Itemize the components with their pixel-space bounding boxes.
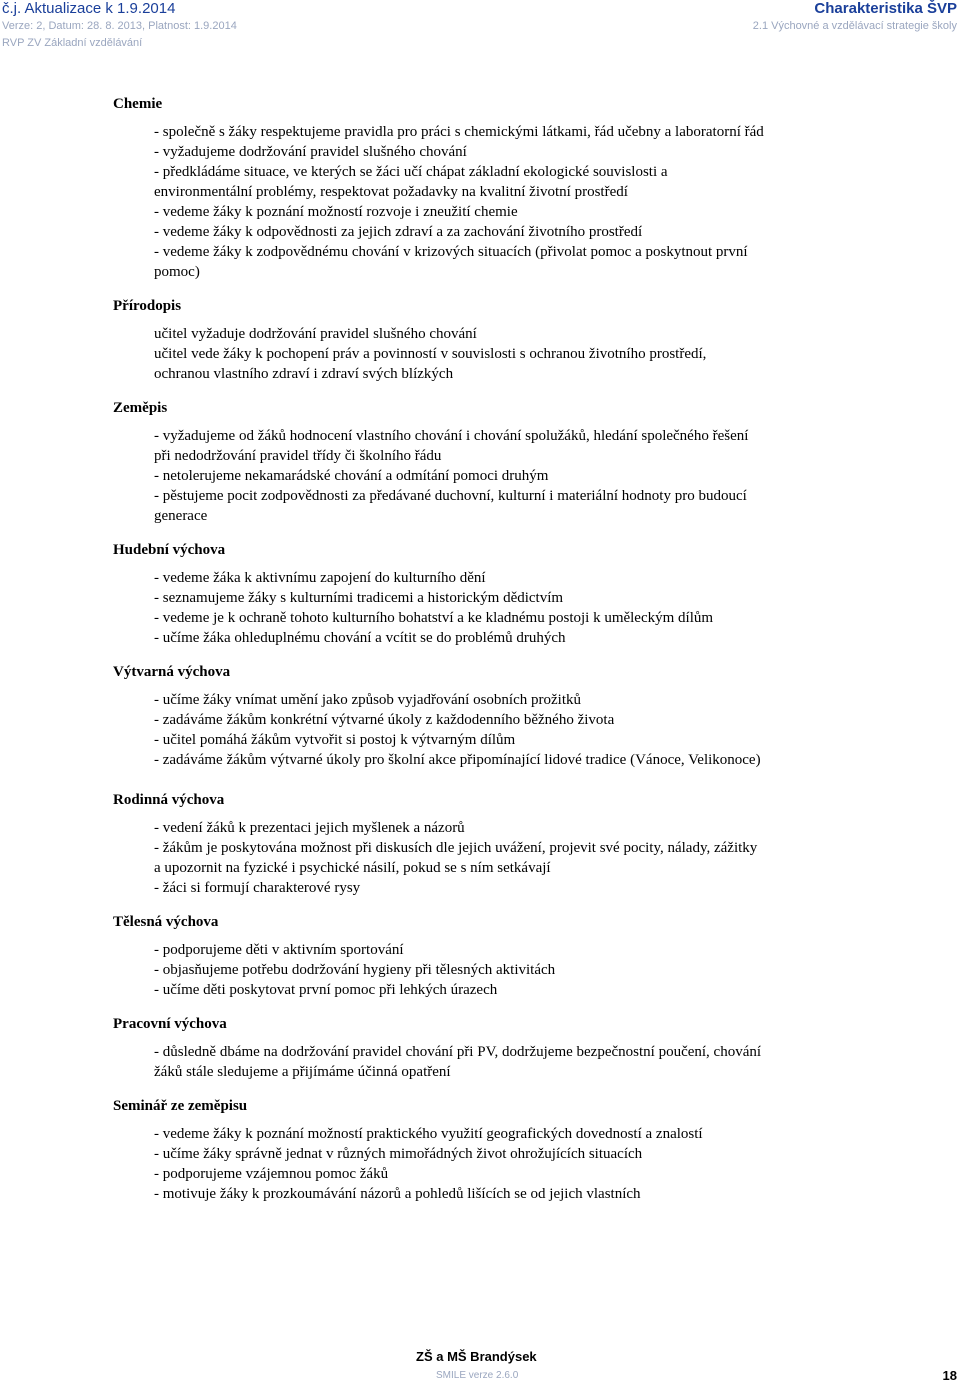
subject-seminar-ze-zemepisu [113,1096,853,1204]
text-line: - netolerujeme nekamarádské chování a odmítání pomoci druhým [154,468,549,484]
text-line: - důsledně dbáme na dodržování pravidel chování při PV, dodržujeme bezpečnostní poučení, chování [154,1044,762,1060]
subject-lines [154,690,853,770]
text-line: environmentální problémy, respektovat požadavky na kvalitní životní prostředí [154,184,628,200]
text-line: - vedeme žáky k poznání možností praktického využití geografických dovedností a znalostí [154,1126,703,1142]
subject-lines [154,818,853,898]
text-line: při nedodržování pravidel třídy či školního řádu [154,448,442,464]
subject-title: Chemie [113,96,163,112]
text-line: ochranou vlastního zdraví i zdraví svých blízkých [154,366,454,382]
text-line: - objasňujeme potřebu dodržování hygieny při tělesných aktivitách [154,962,556,978]
subject-lines [154,324,853,384]
text-line: - učíme žáky vnímat umění jako způsob vyjadřování osobních prožitků [154,692,581,708]
text-line: - předkládáme situace, ve kterých se žáci učí chápat základní ekologické souvislosti a [154,164,668,180]
subject-telesna-vychova [113,912,853,1000]
subject-lines [154,122,853,282]
text-line: - učíme děti poskytovat první pomoc při lehkých úrazech [154,982,498,998]
subject-title: Pracovní výchova [113,1016,227,1032]
subject-zemepis [113,398,853,526]
footer-school-name: ZŠ a MŠ Brandýsek [416,1349,537,1364]
text-line: - vedení žáků k prezentaci jejich myšlenek a názorů [154,820,465,836]
footer-software-version: SMILE verze 2.6.0 [436,1370,519,1381]
document-body [113,94,853,1218]
text-line: - podporujeme vzájemnou pomoc žáků [154,1166,389,1182]
header-subsection: 2.1 Výchovné a vzdělávací strategie školy [752,20,957,32]
header-version: Verze: 2, Datum: 28. 8. 2013, Platnost: 1.9.2014 [2,20,237,32]
text-line: - zadáváme žákům výtvarné úkoly pro školní akce připomínající lidové tradice (Vánoce, Velikonoce) [154,752,761,768]
subject-lines [154,1124,853,1204]
text-line: - učíme žáky správně jednat v různých mimořádných život ohrožujících situacích [154,1146,643,1162]
subject-title: Přírodopis [113,298,182,314]
subject-lines [154,940,853,1000]
text-line: - žáci si formují charakterové rysy [154,880,361,896]
text-line: - vedeme žáka k aktivnímu zapojení do kulturního dění [154,570,486,586]
text-line: žáků stále sledujeme a přijímáme účinná opatření [154,1064,451,1080]
text-line: - seznamujeme žáky s kulturními tradicemi a historickým dědictvím [154,590,564,606]
subject-prirodopis [113,296,853,384]
subject-title: Rodinná výchova [113,792,225,808]
text-line: - pěstujeme pocit zodpovědnosti za předávané duchovní, kulturní i materiální hodnoty pro budoucí [154,488,747,504]
subject-lines [154,1042,853,1082]
text-line: - zadáváme žákům konkrétní výtvarné úkoly z každodenního běžného života [154,712,615,728]
text-line: - žákům je poskytována možnost při diskusích dle jejich uvážení, projevit své pocity, nálady, zážitky [154,840,758,856]
text-line: - vyžadujeme od žáků hodnocení vlastního chování i chování spolužáků, hledání společného řešení [154,428,749,444]
text-line: - vedeme žáky k zodpovědnému chování v krizových situacích (přivolat pomoc a poskytnout první [154,244,748,260]
subject-title: Zeměpis [113,400,168,416]
subject-vytvarna-vychova [113,662,853,770]
subject-chemie [113,94,853,282]
subject-title: Výtvarná výchova [113,664,231,680]
header-title: č.j. Aktualizace k 1.9.2014 [2,0,176,17]
subject-rodinna-vychova [113,790,853,898]
subject-lines [154,426,853,526]
text-line: a upozornit na fyzické i psychické násilí, pokud se s ním setkávají [154,860,551,876]
text-line: - motivuje žáky k prozkoumávání názorů a pohledů lišících se od jejich vlastních [154,1186,641,1202]
text-line: - podporujeme děti v aktivním sportování [154,942,404,958]
text-line: - společně s žáky respektujeme pravidla pro práci s chemickými látkami, řád učebny a laboratorní řád [154,124,764,140]
text-line: - vyžadujeme dodržování pravidel slušného chování [154,144,467,160]
subject-title: Hudební výchova [113,542,226,558]
header-rvp: RVP ZV Základní vzdělávání [2,37,143,49]
subject-title: Seminář ze zeměpisu [113,1098,248,1114]
text-line: pomoc) [154,264,200,280]
text-line: generace [154,508,208,524]
text-line: učitel vede žáky k pochopení práv a povinností v souvislosti s ochranou životního prostředí, [154,346,707,362]
page-number: 18 [942,1368,957,1383]
text-line: - učitel pomáhá žákům vytvořit si postoj k výtvarným dílům [154,732,516,748]
text-line: - učíme žáka ohleduplnému chování a vcítit se do problémů druhých [154,630,566,646]
text-line: - vedeme je k ochraně tohoto kulturního bohatství a ke kladnému postoji k uměleckým dílům [154,610,714,626]
subject-pracovni-vychova [113,1014,853,1082]
subject-hudebni-vychova [113,540,853,648]
subject-title: Tělesná výchova [113,914,219,930]
text-line: učitel vyžaduje dodržování pravidel slušného chování [154,326,477,342]
header-section-title: Charakteristika ŠVP [814,0,957,17]
text-line: - vedeme žáky k poznání možností rozvoje i zneužití chemie [154,204,518,220]
text-line: - vedeme žáky k odpovědnosti za jejich zdraví a za zachování životního prostředí [154,224,643,240]
subject-lines [154,568,853,648]
